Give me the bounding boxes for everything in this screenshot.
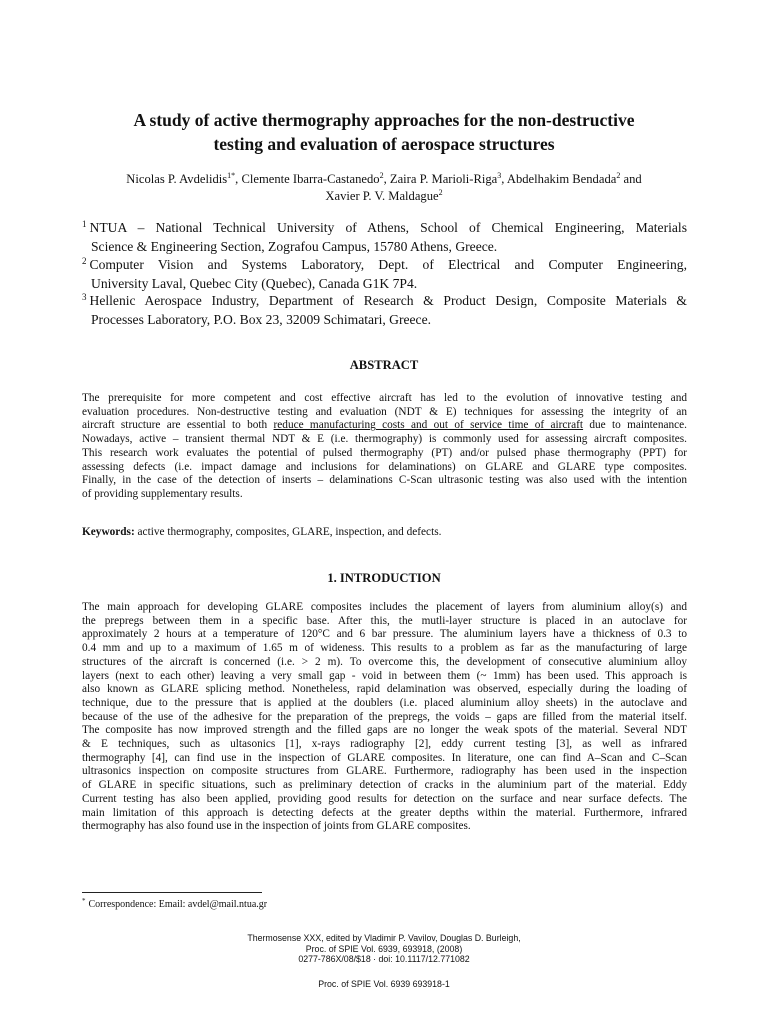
abstract-line: evaluation procedures. Non-destructive testing and evaluation (NDT & E) techniques for assessing the integrity of an: [82, 405, 687, 418]
body-line: the prepregs between them in a specific base. After this, the mutli-layer structure is placed in an autoclave for: [82, 614, 687, 627]
abstract-line: aircraft structure are essential to both reduce manufacturing costs and out of service time of aircraft due to maintenance.: [82, 419, 687, 432]
introduction-body: [82, 601, 687, 834]
author-name: Xavier P. V. Maldague: [325, 189, 439, 203]
author-affil-mark: 2: [379, 170, 384, 180]
author-affil-mark: 3: [497, 170, 502, 180]
abstract-line: Nowadays, active – transient thermal NDT & E (i.e. thermography) is commonly used for assessing aircraft composites.: [82, 433, 687, 446]
page-number-footer: Proc. of SPIE Vol. 6939 693918-1: [318, 979, 450, 989]
footnote-text: Correspondence: Email: avdel@mail.ntua.gr: [88, 899, 268, 910]
author-line: [60, 188, 708, 205]
author-affil-mark: 2: [438, 187, 443, 197]
affiliation-2: [82, 255, 687, 293]
affiliation-1: [82, 218, 687, 256]
body-line: of GLARE in specific situations, such as preliminary detection of cracks in the aluminium part of the material. Eddy: [82, 779, 687, 792]
abstract-heading: ABSTRACT: [349, 358, 419, 372]
body-line: 0.4 mm and up to a maximum of 1.65 m of wideness. This results to a problem as far as the manufacturing of large: [82, 642, 687, 655]
affiliation-line: University Laval, Quebec City (Quebec), Canada G1K 7P4.: [91, 276, 418, 291]
footnote-divider: [82, 892, 262, 893]
body-line: Current testing has also been applied, providing good results for detection on the surface and near surface defects. The: [82, 792, 687, 805]
affiliation-number: 3: [82, 292, 87, 302]
author-affil-mark: 2: [616, 170, 621, 180]
body-line: also known as GLARE splicing method. Nonetheless, rapid delamination was observed, especially during the loading of: [82, 683, 687, 696]
keywords-text: active thermography, composites, GLARE, inspection, and defects.: [134, 526, 442, 538]
abstract-line: The prerequisite for more competent and cost effective aircraft has led to the evolution of innovative testing and: [82, 392, 687, 404]
affiliation-line: Processes Laboratory, P.O. Box 23, 32009 Schimatari, Greece.: [91, 312, 432, 327]
body-line: structures of the aircraft is concerned (i.e. > 2 m). To overcome this, the development of consecutive aluminium alloy: [82, 655, 687, 668]
body-line: approximately 2 hours at a temperature of 120°C and 6 bar pressure. The aluminium layers have a thickness of 0.3 to: [82, 628, 687, 641]
section-heading-introduction: 1. INTRODUCTION: [327, 571, 441, 585]
footnote: [82, 899, 267, 910]
body-line: The main approach for developing GLARE composites includes the placement of layers from aluminium alloy(s) and: [82, 601, 687, 613]
body-line: & E techniques, such as ultasonics [1], x-rays radiography [2], eddy current testing [3], as well as infrared: [82, 738, 687, 751]
body-line: thermography has also found use in the inspection of joints from GLARE composites.: [82, 820, 471, 833]
body-line: because of the use of the adhesive for the preparation of the prepregs, the voids – gaps are filled from the material itself.: [82, 710, 687, 723]
affiliation-number: 2: [82, 256, 87, 266]
publication-footer: [60, 933, 708, 965]
abstract-line: This research work evaluates the potential of pulsed thermography (PT) and/or pulsed phase thermography (PPT) for: [82, 446, 687, 459]
author-affil-mark: 1*: [227, 170, 236, 180]
body-line: layers (next to each other) leaving a very small gap - void in between them (~ 1mm) has been used. This approach is: [82, 669, 687, 682]
affiliation-line: $^3$ Hellenic Aerospace Industry, Department of Research & Product Design, Composite Materials &: [82, 292, 687, 308]
author-line: [60, 171, 708, 188]
body-line: ultrasonics inspection on composite structures from GLARE. Furthermore, radiography has been used in the inspection: [82, 765, 687, 778]
affiliation-line: $^2$ Computer Vision and Systems Laboratory, Dept. of Electrical and Computer Engineering,: [82, 256, 687, 272]
paper-title: [60, 108, 708, 156]
footer-line: 0277-786X/08/$18 · doi: 10.1117/12.771082: [298, 954, 470, 964]
body-line: thermography [4], can find use in the inspection of GLARE composites. In literature, one can find A–Scan and C–Scan: [82, 751, 687, 764]
author-name: , Clemente Ibarra-Castanedo: [235, 172, 380, 186]
affiliation-number: 1: [82, 219, 87, 229]
body-line: The composite has now improved strength and the filled gaps are no longer the weak spots of the material. Several NDT: [82, 724, 687, 737]
author-name: , Abdelhakim Bendada: [501, 172, 617, 186]
keywords-label: Keywords:: [82, 526, 135, 538]
title-line: A study of active thermography approaches for the non-destructive: [133, 110, 635, 130]
author-name: Nicolas P. Avdelidis: [126, 172, 228, 186]
author-name: , Zaira P. Marioli-Riga: [383, 172, 498, 186]
title-line: testing and evaluation of aerospace structures: [213, 134, 555, 154]
body-line: technique, due to the pressure that is applied at the doublers (i.e. placed aluminium alloy sheets) in the autoclave and: [82, 696, 687, 709]
affiliation-line: $^1$ NTUA – National Technical University of Athens, School of Chemical Engineering, Materials: [82, 219, 687, 235]
abstract-line: assessing defects (i.e. impact damage and inclusions for delaminations) on GLARE and GLARE type composites.: [82, 460, 687, 473]
body-line: main limitation of this approach is detecting defects at the greater depths within the material. Furthermore, infrared: [82, 806, 687, 819]
footnote-mark: *: [82, 897, 86, 905]
underlined-phrase: reduce manufacturing costs and out of service time of aircraft: [273, 419, 584, 432]
affiliation-3: [82, 291, 687, 329]
abstract-line: of providing supplementary results.: [82, 487, 243, 500]
abstract-line: Finally, in the case of the detection of inserts – delaminations C-Scan ultrasonic testing was also used with the intention: [82, 474, 687, 487]
affiliation-line: Science & Engineering Section, Zografou Campus, 15780 Athens, Greece.: [91, 239, 498, 254]
footer-line: Proc. of SPIE Vol. 6939, 693918, (2008): [305, 943, 463, 954]
keywords: [82, 526, 441, 538]
author-list: [60, 171, 708, 205]
author-conjunction: and: [620, 172, 642, 186]
abstract-body: [82, 392, 687, 502]
footer-line: Thermosense XXX, edited by Vladimir P. Vavilov, Douglas D. Burleigh,: [247, 933, 521, 943]
